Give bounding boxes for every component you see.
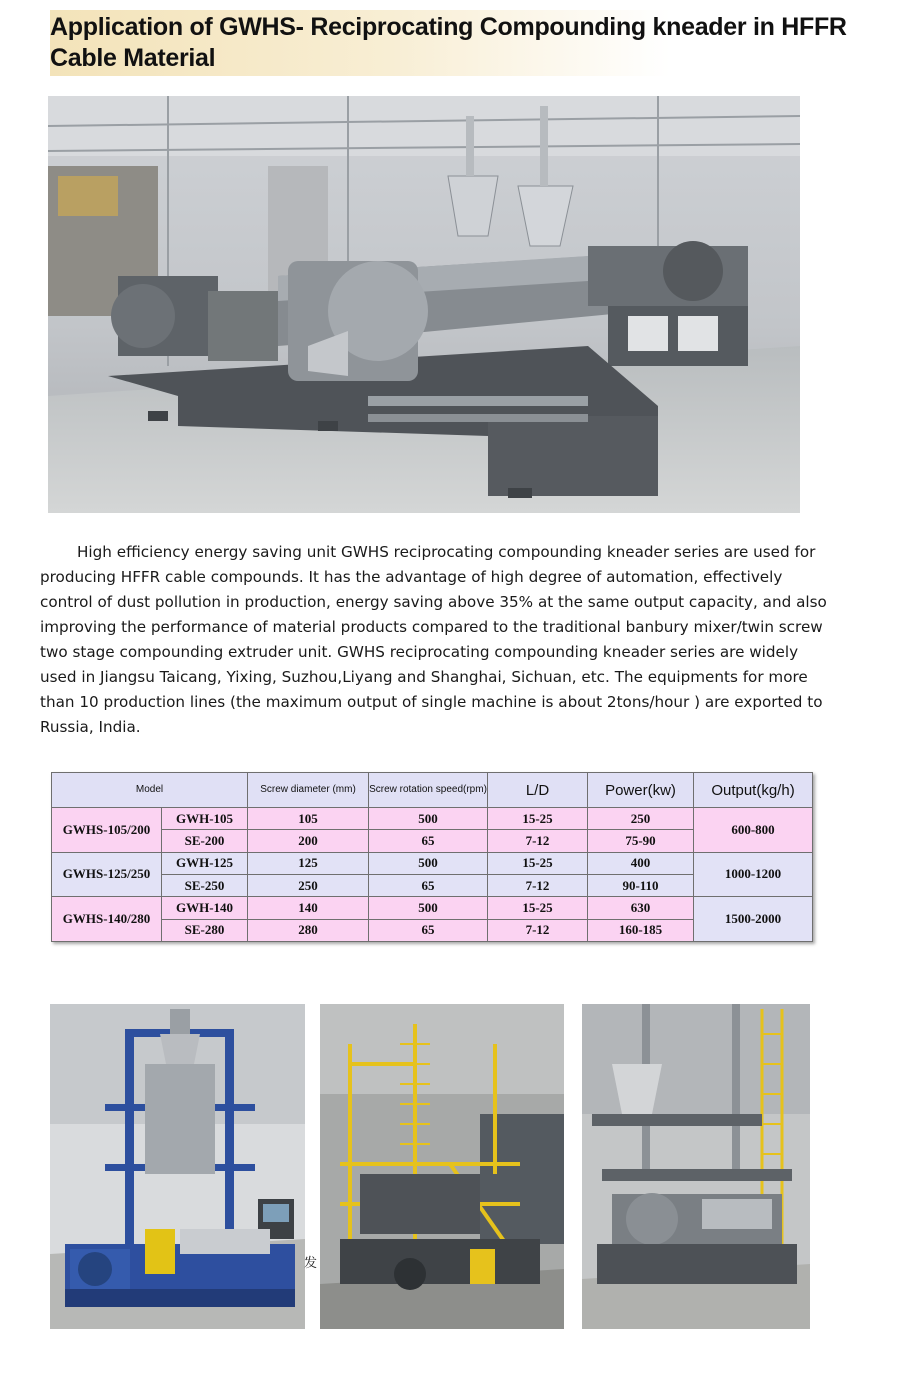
header-ld: L/D <box>488 773 588 808</box>
unit-cell: SE-250 <box>162 874 248 896</box>
speed-cell: 500 <box>369 897 488 919</box>
diameter-cell: 140 <box>248 897 369 919</box>
model-cell: GWHS-105/200 <box>52 808 162 853</box>
unit-cell: SE-200 <box>162 830 248 852</box>
ld-cell: 15-25 <box>488 808 588 830</box>
speed-cell: 65 <box>369 919 488 941</box>
ld-cell: 7-12 <box>488 919 588 941</box>
output-cell: 1500-2000 <box>694 897 813 942</box>
table-row <box>52 808 813 830</box>
header-power: Power(kw) <box>588 773 694 808</box>
power-cell: 160-185 <box>588 919 694 941</box>
model-cell: GWHS-125/250 <box>52 852 162 897</box>
diameter-cell: 105 <box>248 808 369 830</box>
table-row <box>52 897 813 919</box>
diameter-cell: 250 <box>248 874 369 896</box>
unit-cell: SE-280 <box>162 919 248 941</box>
power-cell: 400 <box>588 852 694 874</box>
header-screw-rotation: Screw rotation speed(rpm) <box>369 773 488 808</box>
output-cell: 600-800 <box>694 808 813 853</box>
ld-cell: 7-12 <box>488 874 588 896</box>
diameter-cell: 280 <box>248 919 369 941</box>
header-model: Model <box>52 773 248 808</box>
power-cell: 90-110 <box>588 874 694 896</box>
table-row <box>52 852 813 874</box>
model-cell: GWHS-140/280 <box>52 897 162 942</box>
gray-kneader-photo <box>582 1004 810 1329</box>
speed-cell: 65 <box>369 874 488 896</box>
power-cell: 630 <box>588 897 694 919</box>
ld-cell: 15-25 <box>488 852 588 874</box>
unit-cell: GWH-125 <box>162 852 248 874</box>
output-cell: 1000-1200 <box>694 852 813 897</box>
ld-cell: 15-25 <box>488 897 588 919</box>
power-cell: 250 <box>588 808 694 830</box>
unit-cell: GWH-140 <box>162 897 248 919</box>
diameter-cell: 200 <box>248 830 369 852</box>
description-paragraph: High efficiency energy saving unit GWHS reciprocating compounding kneader series are used for producing HFFR cable compounds. It has the advantage of high degree of automation, effectively control of dust pollution in production, energy saving above 35% at the same output capacity, and also improving the performance of material products compared to the traditional banbury mixer/twin screw two stage compounding extruder unit. GWHS reciprocating compounding kneader series are widely used in Jiangsu Taicang, Yixing, Suzhou,Liyang and Shanghai, Sichuan, etc. The equipments for more than 10 production lines (the maximum output of single machine is about 2tons/hour ) are exported to Russia, India. <box>40 543 827 736</box>
header-screw-diameter: Screw diameter (mm) <box>248 773 369 808</box>
power-cell: 75-90 <box>588 830 694 852</box>
speed-cell: 500 <box>369 852 488 874</box>
header-output: Output(kg/h) <box>694 773 813 808</box>
photo-overlay-mark: 发 <box>304 1256 318 1271</box>
speed-cell: 500 <box>369 808 488 830</box>
main-machine-photo <box>48 96 800 513</box>
ld-cell: 7-12 <box>488 830 588 852</box>
specification-table <box>51 772 813 942</box>
page-title: Application of GWHS- Reciprocating Compounding kneader in HFFR Cable Material <box>50 13 847 72</box>
speed-cell: 65 <box>369 830 488 852</box>
blue-kneader-photo <box>50 1004 305 1329</box>
yellow-ladder-photo <box>320 1004 564 1329</box>
diameter-cell: 125 <box>248 852 369 874</box>
unit-cell: GWH-105 <box>162 808 248 830</box>
